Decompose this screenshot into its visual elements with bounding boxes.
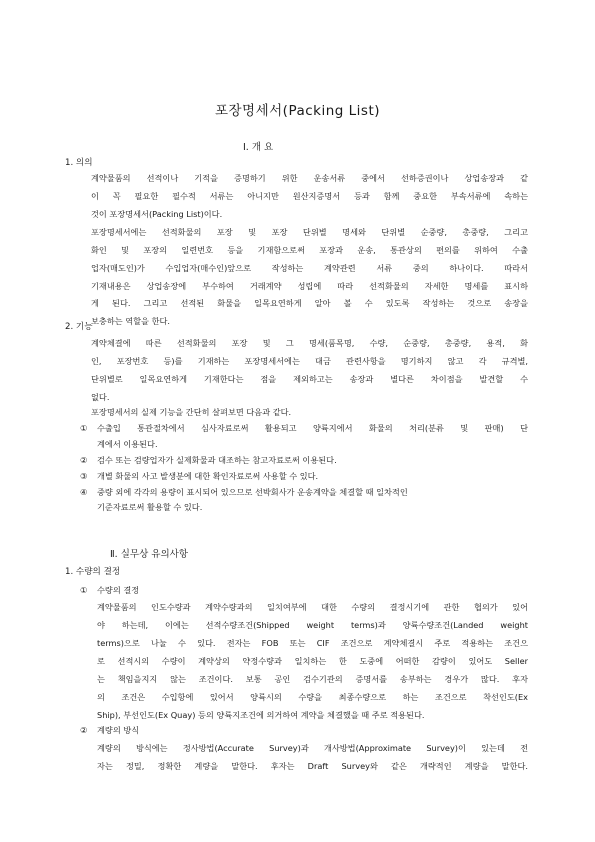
paragraph-line: 이 꼭 필요한 필수적 서류는 아니지만 원산지증명서 등과 함께 중요한 부속서류에 속하는 (91, 191, 528, 201)
paragraph-line: 포장명세서에는 선적화물의 포장 및 포장 단위별 명세와 단위별 순중량, 총중량, 그리고 (91, 227, 528, 237)
section-1-heading: Ⅰ. 개 요 (243, 142, 274, 153)
bullet-mark: ② (80, 455, 88, 465)
paragraph-line: 의 조건은 수입항에 있어서 양륙시의 수량을 최종수량으로 하는 조건으로 착선인도(Ex (97, 692, 528, 702)
bullet-mark: ④ (80, 487, 88, 497)
paragraph-line: 화인 및 포장의 일련번호 등을 기재함으로써 포장과 운송, 통관상의 편의를 위하여 수출 (91, 245, 528, 255)
section-2-heading: Ⅱ. 실무상 유의사항 (110, 549, 188, 560)
paragraph-line: 로 선적시의 수량이 계약상의 약정수량과 일치하는 한 도중에 어떠한 감량이 있어도 Seller (97, 656, 528, 666)
sub-mark: ② (80, 725, 88, 735)
paragraph-line: 자는 정밀, 정확한 계량을 말한다. 후자는 Draft Survey와 같은 개략적인 계량을 말한다. (97, 761, 528, 771)
item-2-label: 2. 기능 (65, 322, 93, 332)
bullet-line: 수출입 통관절차에서 심사자료로써 활용되고 양륙지에서 화물의 처리(분류 및 판매) 단 (97, 423, 528, 433)
paragraph-line: 보충하는 역할을 한다. (91, 316, 170, 326)
paragraph-line: 업자(매도인)가 수입업자(매수인)앞으로 작성하는 계약관련 서류 중의 하나이다. 따라서 (91, 263, 528, 273)
paragraph-line: 인, 포장번호 등)를 기재하는 포장명세서에는 대금 관련사항을 명기하지 않고 각 규격별, (91, 356, 528, 366)
bullet-mark: ① (80, 423, 88, 433)
paragraph-line: 는 책임을지지 않는 조건이다. 보통 공인 검수기관의 증명서를 송부하는 경우가 많다. 후자 (97, 674, 528, 684)
paragraph-line: 게 된다. 그리고 선적된 화물을 일목요연하게 알아 볼 수 있도록 작성하는 것으로 송장을 (91, 298, 528, 308)
paragraph-line: 계량의 방식에는 정사방법(Accurate Survey)과 개사방법(Approximate Survey)이 있는데 전 (97, 743, 528, 753)
paragraph-line: 기재내용은 상업송장에 부수하여 거래계약 성립에 따라 선적화물의 자세한 명세를 표시하 (91, 281, 528, 291)
paragraph-line: 야 하는데, 이에는 선적수량조건(Shipped weight terms)과 양륙수량조건(Landed weight (97, 620, 528, 630)
paragraph-line: 계약물품의 선적이나 기적을 증명하기 위한 운송서류 중에서 선하증권이나 상업송장과 같 (91, 173, 528, 183)
bullet-line: 중량 외에 각각의 용량이 표시되어 있으므로 선박회사가 운송계약을 체결할 때 일차적인 (97, 487, 408, 497)
bullet-mark: ③ (80, 471, 88, 481)
bullet-line: 계에서 이용된다. (97, 439, 158, 449)
paragraph-line: 단위별로 일목요연하게 기재한다는 점을 제외하고는 송장과 별다른 차이점을 발견할 수 (91, 374, 528, 384)
sub-mark: ① (80, 585, 88, 595)
bullet-line: 검수 또는 검량업자가 실제화물과 대조하는 참고자료로써 이용된다. (97, 455, 337, 465)
bullet-line: 기준자료로써 활용할 수 있다. (97, 502, 203, 512)
paragraph-line: 계약물품의 인도수량과 계약수량과의 일치여부에 대한 수량의 결정시기에 관한 협의가 있어 (97, 602, 528, 612)
paragraph-line: terms)으로 나눌 수 있다. 전자는 FOB 또는 CIF 조건으로 계약체결시 주로 적용하는 조건으 (97, 638, 528, 648)
paragraph-line: 것이 포장명세서(Packing List)이다. (91, 209, 223, 219)
paragraph-line: 없다. (91, 392, 110, 402)
document-title: 포장명세서(Packing List) (214, 103, 381, 119)
item-1-label: 1. 의의 (65, 158, 93, 168)
paragraph-line: 포장명세서의 실제 기능을 간단히 살펴보면 다음과 같다. (91, 407, 292, 417)
item-1-label: 1. 수량의 결정 (65, 567, 121, 577)
paragraph-line: 계약체결에 따른 선적화물의 포장 및 그 명세(품목명, 수량, 순중량, 총중량, 용적, 화 (91, 338, 528, 348)
paragraph-line: Ship), 부선인도(Ex Quay) 등의 양륙지조건에 의거하여 계약을 체결했을 때 주로 적용된다. (97, 710, 425, 720)
bullet-line: 개별 화물의 사고 발생분에 대한 확인자료로써 사용할 수 있다. (97, 471, 319, 481)
sub-title: 계량의 방식 (97, 725, 140, 735)
sub-title: 수량의 결정 (97, 585, 140, 595)
